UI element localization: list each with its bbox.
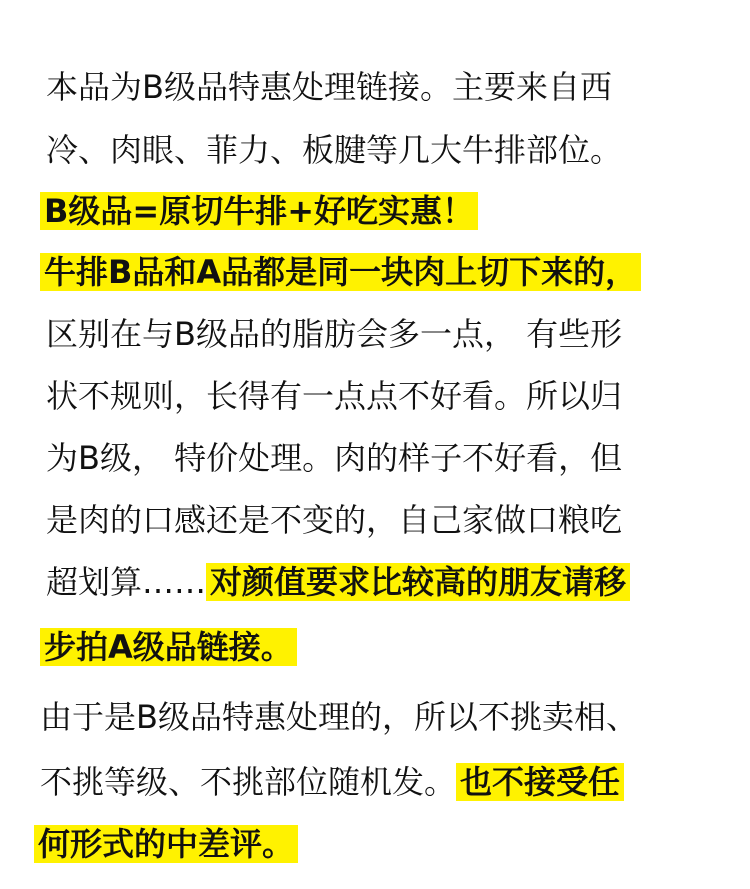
highlight-text: 对颜值要求比较高的朋友请移 (206, 563, 630, 601)
mixed-line: 不挑等级、不挑部位随机发。 也不接受任 (40, 755, 624, 809)
mixed-line: 超划算…… 对颜值要求比较高的朋友请移 (46, 555, 630, 609)
text-line: 是肉的口感还是不变的，自己家做口粮吃 (46, 501, 623, 539)
highlight-text: 步拍A级品链接。 (40, 628, 297, 666)
highlight-text: 也不接受任 (456, 763, 624, 801)
highlight-line (34, 817, 298, 871)
highlight-text: 牛排B品和A品都是同一块肉上切下来的， (40, 253, 641, 291)
text-line: 冷、肉眼、菲力、板腱等几大牛排部位。 (46, 131, 623, 169)
text-line: 本品为B级品特惠处理链接。主要来自西 (46, 68, 612, 106)
highlight-text: 何形式的中差评。 (34, 825, 298, 863)
text-line: 区别在与B级品的脂肪会多一点， 有些形 (46, 315, 623, 353)
highlight-text: B级品=原切牛排+好吃实惠！ (40, 192, 478, 230)
highlight-line (40, 245, 641, 299)
highlight-line (40, 184, 478, 238)
highlight-line (40, 620, 297, 674)
text-line: 状不规则，长得有一点点不好看。所以归 (46, 377, 623, 415)
text-line: 为B级， 特价处理。肉的样子不好看，但 (46, 439, 623, 477)
text-line: 由于是B级品特惠处理的，所以不挑卖相、 (40, 698, 638, 736)
